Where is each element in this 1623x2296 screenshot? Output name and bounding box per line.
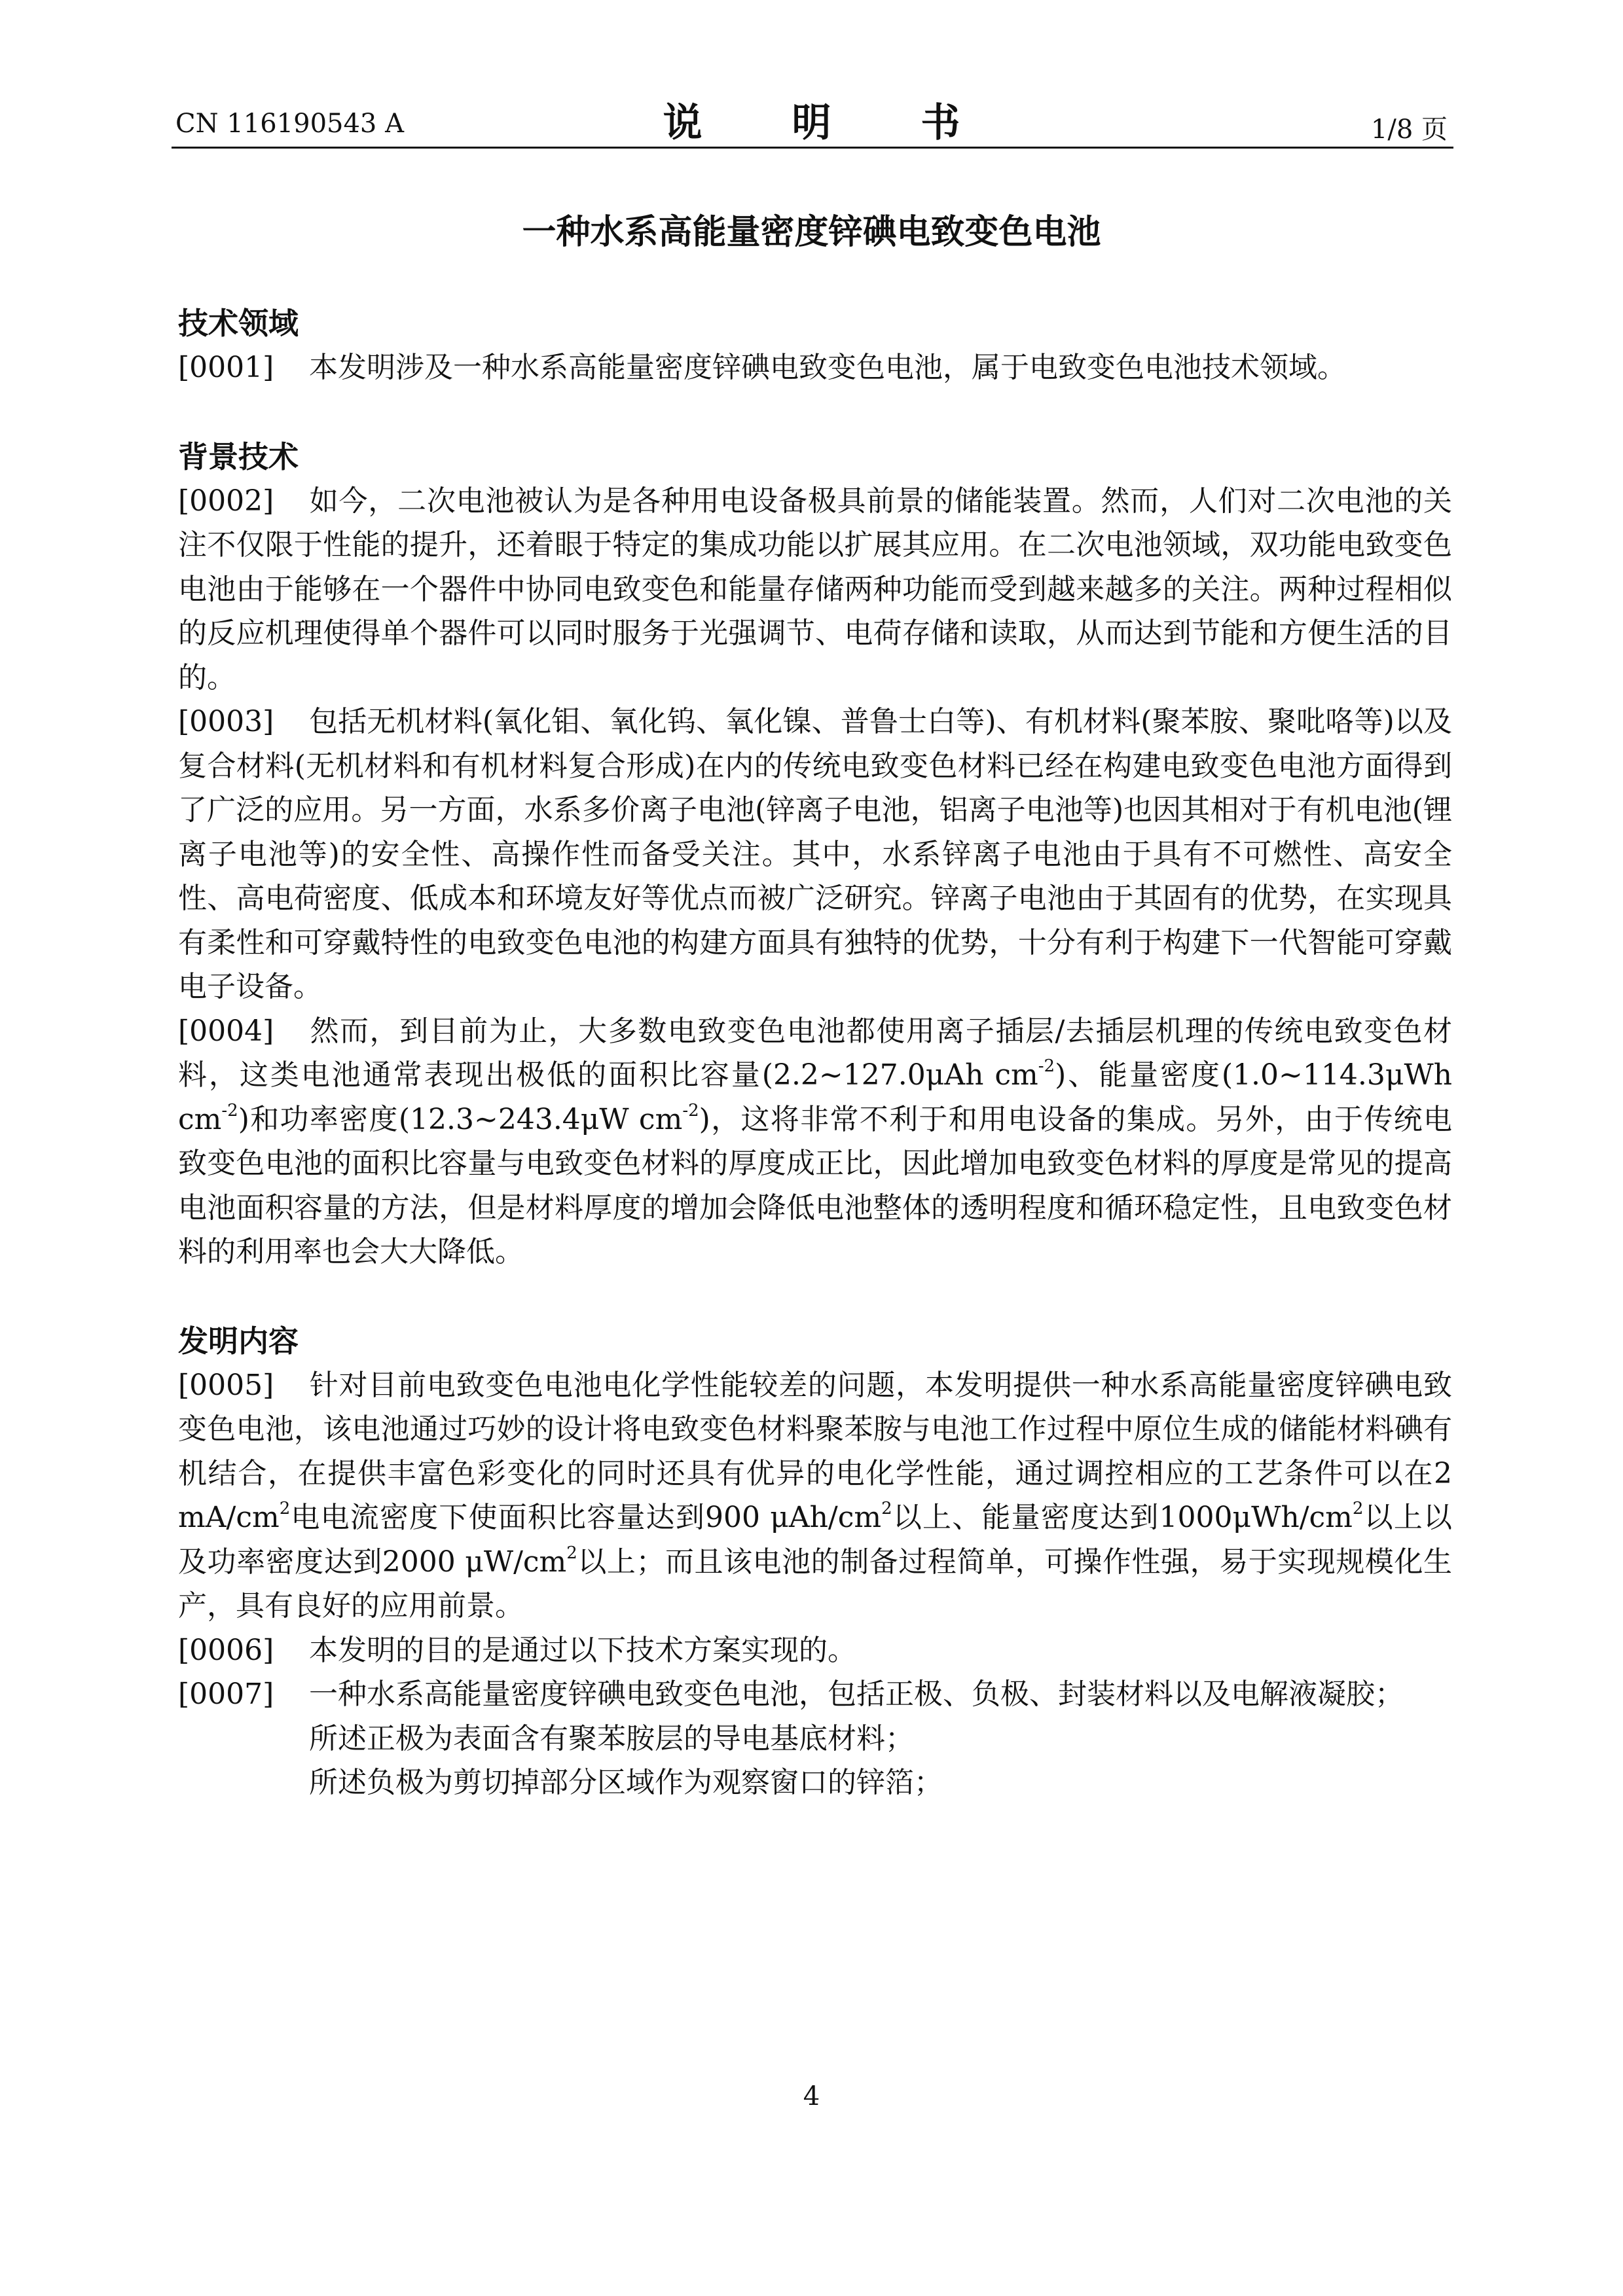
superscript: 2 [1352, 1499, 1364, 1519]
positive-electrode-line: 所述正极为表面含有聚苯胺层的导电基底材料； [309, 1721, 914, 1755]
header-divider [172, 147, 1453, 149]
document-body [178, 301, 1452, 1805]
paragraph-number: [0007] [178, 1677, 274, 1711]
paragraph-number: [0001] [178, 351, 274, 384]
negative-electrode-line: 所述负极为剪切掉部分区域作为观察窗口的锌箔； [309, 1766, 943, 1799]
paragraph-number: [0005] [178, 1368, 274, 1402]
superscript: 2 [881, 1499, 892, 1519]
paragraph-number: [0004] [178, 1014, 274, 1048]
paragraph-0006 [178, 1628, 1452, 1673]
paragraph-text: 如今，二次电池被认为是各种用电设备极具前景的储能装置。然而，人们对二次电池的关注不仅限于性能的提升，还着眼于特定的集成功能以扩展其应用。在二次电池领域，双功能电致变色电池由于能够在一个器件中协同电致变色和能量存储两种功能而受到越来越多的关注。两种过程相似的反应机理使得单个器件可以同时服务于光强调节、电荷存储和读取，从而达到节能和方便生活的目的。 [178, 484, 1452, 694]
paragraph-text: 本发明涉及一种水系高能量密度锌碘电致变色电池，属于电致变色电池技术领域。 [309, 351, 1346, 384]
superscript: 2 [566, 1543, 577, 1563]
paragraph-text-part: )、能量密度(1.0~114.3μWh cm [178, 1058, 1453, 1136]
section-heading-tech-field: 技术领域 [178, 306, 299, 341]
paragraph-0001 [178, 346, 1452, 390]
paragraph-text-part: 以上；而且该电池的制备过程简单，可操作性强，易于实现规模化生产，具有良好的应用前景。 [178, 1545, 1452, 1623]
paragraph-0004 [178, 1009, 1452, 1274]
paragraph-number: [0006] [178, 1633, 274, 1667]
page-counter: 1/8 页 [1370, 115, 1448, 145]
document-type-title: 说 明 书 [663, 100, 998, 146]
paragraph-text-part: )，这将非常不利于和用电设备的集成。另外，由于传统电致变色电池的面积比容量与电致变色材料的厚度成正比，因此增加电致变色材料的厚度是常见的提高电池面积容量的方法，但是材料厚度的增加会降低电池整体的透明程度和循环稳定性，且电致变色材料的利用率也会大大降低。 [178, 1102, 1452, 1268]
page-header [0, 0, 1623, 157]
invention-title: 一种水系高能量密度锌碘电致变色电池 [522, 213, 1101, 252]
paragraph-text: 包括无机材料(氧化钼、氧化钨、氧化镍、普鲁士白等)、有机材料(聚苯胺、聚吡咯等)以及复合材料(无机材料和有机材料复合形成)在内的传统电致变色材料已经在构建电致变色电池方面得到了广泛的应用。另一方面，水系多价离子电池(锌离子电池，铝离子电池等)也因其相对于有机电池(锂离子电池等)的安全性、高操作性而备受关注。其中，水系锌离子电池由于具有不可燃性、高安全性、高电荷密度、低成本和环境友好等优点而被广泛研究。锌离子电池由于其固有的优势，在实现具有柔性和可穿戴特性的电致变色电池的构建方面具有独特的优势，十分有利于构建下一代智能可穿戴电子设备。 [178, 705, 1452, 1003]
superscript: -2 [682, 1100, 699, 1121]
paragraph-text-part: 电电流密度下使面积比容量达到900 μAh/cm [290, 1501, 882, 1534]
paragraph-number: [0003] [178, 705, 274, 738]
paragraph-text: 一种水系高能量密度锌碘电致变色电池，包括正极、负极、封装材料以及电解液凝胶； [309, 1677, 1404, 1711]
publication-number: CN 116190543 A [175, 109, 404, 139]
superscript: 2 [279, 1499, 291, 1519]
paragraph-number: [0002] [178, 484, 274, 518]
paragraph-text: 本发明的目的是通过以下技术方案实现的。 [309, 1633, 856, 1667]
superscript: -2 [1038, 1056, 1055, 1077]
paragraph-0003 [178, 700, 1452, 1009]
paragraph-text-part: 以上以及功率密度达到2000 μW/cm [178, 1501, 1453, 1579]
paragraph-text-part: 然而，到目前为止，大多数电致变色电池都使用离子插层/去插层机理的传统电致变色材料，这类电池通常表现出极低的面积比容量(2.2~127.0μAh cm [178, 1014, 1452, 1092]
superscript: -2 [221, 1100, 238, 1121]
paragraph-text-part: 针对目前电致变色电池电化学性能较差的问题，本发明提供一种水系高能量密度锌碘电致变色电池，该电池通过巧妙的设计将电致变色材料聚苯胺与电池工作过程中原位生成的储能材料碘有机结合，在提供丰富色彩变化的同时还具有优异的电化学性能，通过调控相应的工艺条件可以在2 mA/cm [178, 1368, 1452, 1534]
page-number: 4 [803, 2081, 820, 2111]
paragraph-0005 [178, 1363, 1452, 1628]
paragraph-0002 [178, 479, 1452, 700]
section-heading-background: 背景技术 [178, 439, 299, 475]
paragraph-text-part: )和功率密度(12.3~243.4μW cm [238, 1102, 683, 1136]
paragraph-text-part: 以上、能量密度达到1000μWh/cm [892, 1501, 1353, 1534]
section-heading-invention: 发明内容 [178, 1323, 299, 1359]
paragraph-0007 [178, 1672, 1452, 1717]
